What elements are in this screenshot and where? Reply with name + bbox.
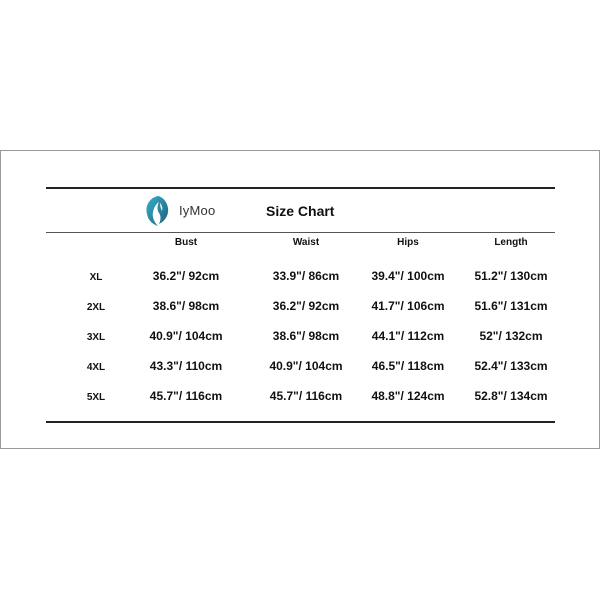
waist-value: 36.2"/ 92cm bbox=[272, 299, 340, 313]
page-title: Size Chart bbox=[266, 203, 335, 219]
column-header-waist: Waist bbox=[292, 237, 320, 248]
bust-value: 38.6"/ 98cm bbox=[152, 299, 220, 313]
bottom-rule bbox=[46, 421, 555, 423]
hips-value: 41.7"/ 106cm bbox=[371, 299, 445, 313]
hips-value: 44.1"/ 112cm bbox=[371, 329, 445, 343]
header-rule bbox=[46, 232, 555, 233]
bust-value: 43.3"/ 110cm bbox=[149, 359, 223, 373]
length-value: 51.2"/ 130cm bbox=[474, 269, 548, 283]
waist-value: 45.7"/ 116cm bbox=[269, 389, 343, 403]
hips-value: 48.8"/ 124cm bbox=[371, 389, 445, 403]
size-label: 5XL bbox=[86, 392, 106, 403]
length-value: 51.6"/ 131cm bbox=[474, 299, 548, 313]
length-value: 52.4"/ 133cm bbox=[474, 359, 548, 373]
size-label: 3XL bbox=[86, 332, 106, 343]
waist-value: 40.9"/ 104cm bbox=[269, 359, 343, 373]
hips-value: 39.4"/ 100cm bbox=[371, 269, 445, 283]
length-value: 52.8"/ 134cm bbox=[474, 389, 548, 403]
table-row bbox=[1, 299, 599, 319]
column-header-bust: Bust bbox=[174, 237, 198, 248]
column-header-length: Length bbox=[494, 237, 528, 248]
waist-value: 33.9"/ 86cm bbox=[272, 269, 340, 283]
length-value: 52"/ 132cm bbox=[479, 329, 543, 343]
size-chart-card bbox=[0, 150, 600, 449]
brand-name: IyMoo bbox=[179, 203, 216, 218]
table-row bbox=[1, 269, 599, 289]
column-header-hips: Hips bbox=[397, 237, 419, 248]
table-row bbox=[1, 389, 599, 409]
bust-value: 40.9"/ 104cm bbox=[149, 329, 223, 343]
bust-value: 36.2"/ 92cm bbox=[152, 269, 220, 283]
waist-value: 38.6"/ 98cm bbox=[272, 329, 340, 343]
size-label: XL bbox=[89, 272, 103, 283]
size-label: 4XL bbox=[86, 362, 106, 373]
bust-value: 45.7"/ 116cm bbox=[149, 389, 223, 403]
brand-logo bbox=[143, 195, 223, 227]
table-row bbox=[1, 359, 599, 379]
hips-value: 46.5"/ 118cm bbox=[371, 359, 445, 373]
top-rule bbox=[46, 187, 555, 189]
woman-silhouette-icon bbox=[143, 195, 173, 227]
table-row bbox=[1, 329, 599, 349]
size-label: 2XL bbox=[86, 302, 106, 313]
